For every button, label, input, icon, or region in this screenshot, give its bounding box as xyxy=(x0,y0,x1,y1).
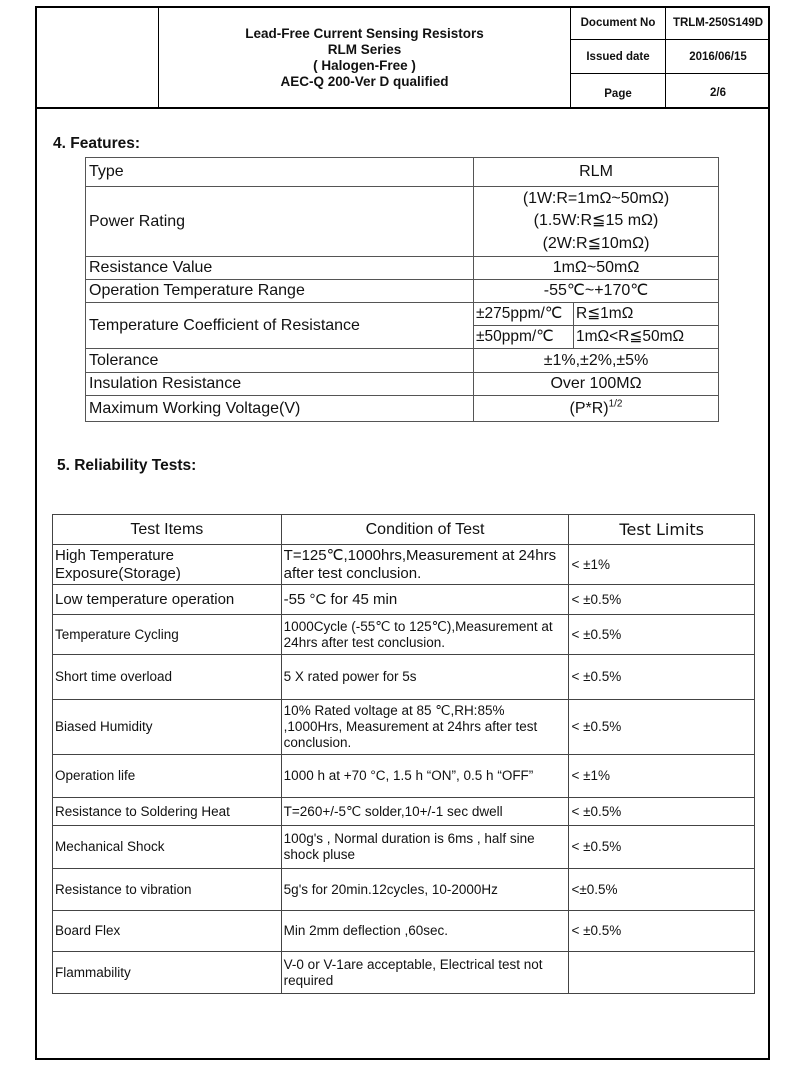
features-heading: 4. Features: xyxy=(53,135,141,152)
feature-label: Resistance Value xyxy=(86,257,474,280)
test-item: Mechanical Shock xyxy=(53,826,282,869)
document-header xyxy=(35,6,770,109)
test-item: Biased Humidity xyxy=(53,700,282,755)
test-condition: 5g's for 20min.12cycles, 10-2000Hz xyxy=(281,869,569,911)
title-line: RLM Series xyxy=(327,41,402,57)
table-row xyxy=(53,615,755,655)
test-limit: < ±1% xyxy=(569,755,755,798)
test-item: Low temperature operation xyxy=(53,585,282,615)
max-voltage-base: (P*R) xyxy=(569,399,609,417)
test-condition: 100g's , Normal duration is 6ms , half sine shock pluse xyxy=(281,826,569,869)
test-item: Operation life xyxy=(53,755,282,798)
feature-row-power xyxy=(86,187,719,257)
title-line: Lead-Free Current Sensing Resistors xyxy=(245,25,484,41)
test-limit: < ±1% xyxy=(569,545,755,585)
tcr-range: 1mΩ<R≦50mΩ xyxy=(574,326,719,349)
reliability-header-row xyxy=(53,515,755,545)
max-voltage-exponent: 1/2 xyxy=(608,398,623,410)
feature-value: -55℃~+170℃ xyxy=(474,280,719,303)
feature-row-insulation xyxy=(86,373,719,396)
test-item: Temperature Cycling xyxy=(53,615,282,655)
power-value-line: (1W:R=1mΩ~50mΩ) xyxy=(522,189,670,207)
test-condition: Min 2mm deflection ,60sec. xyxy=(281,911,569,952)
page-row xyxy=(571,74,770,107)
reliability-heading: 5. Reliability Tests: xyxy=(57,457,197,474)
document-no-row xyxy=(571,6,770,40)
test-item: High Temperature Exposure(Storage) xyxy=(53,545,282,585)
table-row xyxy=(53,655,755,700)
test-limit xyxy=(569,952,755,994)
test-item: Short time overload xyxy=(53,655,282,700)
table-row xyxy=(53,755,755,798)
table-row xyxy=(53,869,755,911)
test-condition: 10% Rated voltage at 85 ℃,RH:85% ,1000Hrs, Measurement at 24hrs after test conclusion. xyxy=(281,700,569,755)
test-limit: < ±0.5% xyxy=(569,911,755,952)
page-value: 2/6 xyxy=(710,86,726,99)
feature-label: Temperature Coefficient of Resistance xyxy=(86,303,474,349)
test-condition: 1000 h at +70 °C, 1.5 h “ON”, 0.5 h “OFF” xyxy=(281,755,569,798)
feature-label: Power Rating xyxy=(86,187,474,257)
issued-date-row xyxy=(571,40,770,74)
power-value-line: (1.5W:R≦15 mΩ) xyxy=(533,212,659,230)
column-header: Condition of Test xyxy=(281,515,569,545)
feature-label: Insulation Resistance xyxy=(86,373,474,396)
feature-value: Over 100MΩ xyxy=(474,373,719,396)
test-item: Resistance to vibration xyxy=(53,869,282,911)
test-item: Board Flex xyxy=(53,911,282,952)
test-limit: < ±0.5% xyxy=(569,700,755,755)
feature-value xyxy=(474,396,719,422)
test-limit: < ±0.5% xyxy=(569,798,755,826)
feature-label: Operation Temperature Range xyxy=(86,280,474,303)
table-row xyxy=(53,585,755,615)
feature-row-tolerance xyxy=(86,349,719,373)
table-row xyxy=(53,911,755,952)
logo-cell xyxy=(35,6,159,107)
power-value-line: (2W:R≦10mΩ) xyxy=(542,234,650,252)
test-condition: T=125℃,1000hrs,Measurement at 24hrs after test conclusion. xyxy=(281,545,569,585)
title-line: ( Halogen-Free ) xyxy=(313,57,416,73)
feature-row-type xyxy=(86,158,719,187)
features-table xyxy=(85,157,719,422)
table-row xyxy=(53,952,755,994)
feature-value xyxy=(474,187,719,257)
feature-value: RLM xyxy=(474,158,719,187)
test-limit: < ±0.5% xyxy=(569,826,755,869)
test-condition: T=260+/-5℃ solder,10+/-1 sec dwell xyxy=(281,798,569,826)
tcr-ppm: ±275ppm/℃ xyxy=(474,303,574,326)
column-header: Test Limits xyxy=(569,515,755,545)
test-condition: V-0 or V-1are acceptable, Electrical test not required xyxy=(281,952,569,994)
reliability-table xyxy=(52,514,755,994)
feature-label: Maximum Working Voltage(V) xyxy=(86,396,474,422)
table-row xyxy=(53,798,755,826)
tcr-ppm: ±50ppm/℃ xyxy=(474,326,574,349)
feature-value: ±1%,±2%,±5% xyxy=(474,349,719,373)
page-label: Page xyxy=(571,74,666,107)
test-item: Resistance to Soldering Heat xyxy=(53,798,282,826)
test-limit: < ±0.5% xyxy=(569,655,755,700)
test-condition: 1000Cycle (-55℃ to 125℃),Measurement at 24hrs after test conclusion. xyxy=(281,615,569,655)
document-meta xyxy=(571,6,770,107)
tcr-range: R≦1mΩ xyxy=(574,303,719,326)
document-no-value: TRLM-250S149D xyxy=(672,16,764,29)
test-item: Flammability xyxy=(53,952,282,994)
table-row xyxy=(53,545,755,585)
feature-row-resistance xyxy=(86,257,719,280)
test-limit: <±0.5% xyxy=(569,869,755,911)
feature-row-tcr xyxy=(86,303,719,326)
feature-row-op-temp xyxy=(86,280,719,303)
issued-date-value: 2016/06/15 xyxy=(689,50,747,63)
test-condition: 5 X rated power for 5s xyxy=(281,655,569,700)
feature-value: 1mΩ~50mΩ xyxy=(474,257,719,280)
document-no-label: Document No xyxy=(571,6,666,39)
test-limit: < ±0.5% xyxy=(569,615,755,655)
table-row xyxy=(53,700,755,755)
issued-date-label: Issued date xyxy=(571,40,666,73)
column-header: Test Items xyxy=(53,515,282,545)
feature-label: Type xyxy=(86,158,474,187)
feature-row-max-voltage xyxy=(86,396,719,422)
test-condition: -55 °C for 45 min xyxy=(281,585,569,615)
title-line: AEC-Q 200-Ver D qualified xyxy=(280,73,449,89)
feature-label: Tolerance xyxy=(86,349,474,373)
document-title xyxy=(159,6,571,107)
test-limit: < ±0.5% xyxy=(569,585,755,615)
table-row xyxy=(53,826,755,869)
